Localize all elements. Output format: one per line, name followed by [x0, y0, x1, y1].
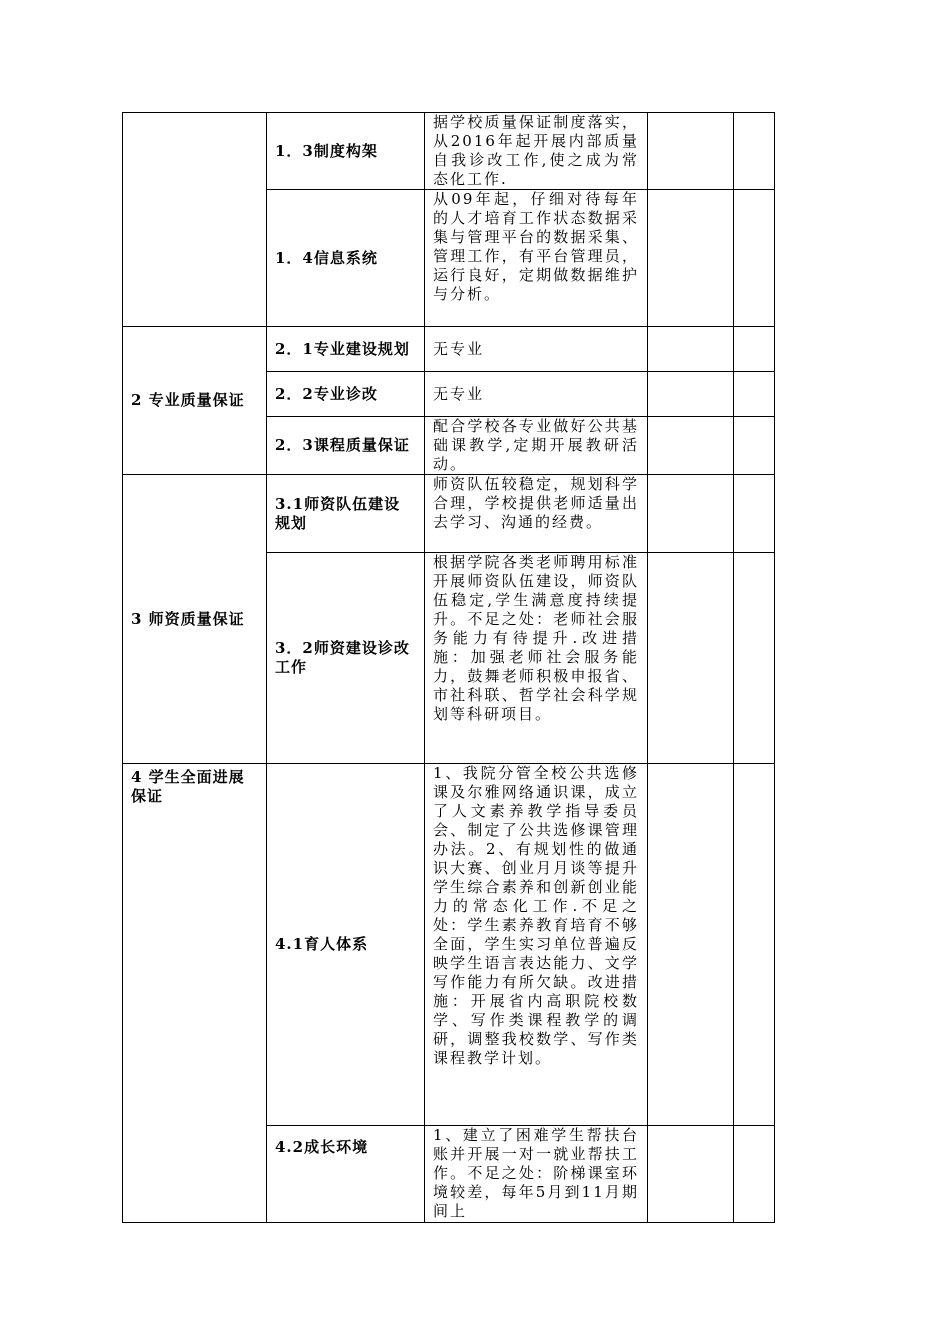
- blank-cell: [734, 764, 775, 1126]
- blank-cell: [734, 190, 775, 327]
- blank-cell: [648, 475, 734, 553]
- table-row: [123, 764, 775, 1126]
- category-cell: [123, 113, 267, 327]
- quality-assurance-table: [122, 112, 775, 1223]
- sub-item-cell: 2．1专业建设规划: [267, 327, 425, 372]
- blank-cell: [648, 113, 734, 190]
- blank-cell: [734, 475, 775, 553]
- table-row: [123, 475, 775, 553]
- blank-cell: [734, 417, 775, 475]
- blank-cell: [734, 553, 775, 764]
- blank-cell: [648, 327, 734, 372]
- sub-item-cell: 4.2成长环境: [267, 1126, 425, 1223]
- blank-cell: [648, 417, 734, 475]
- sub-item-cell: 1．3制度构架: [267, 113, 425, 190]
- category-cell: 4 学生全面进展保证: [123, 764, 267, 1223]
- description-cell: 据学校质量保证制度落实，从2016年起开展内部质量自我诊改工作,使之成为常态化工作.: [425, 113, 648, 190]
- blank-cell: [648, 764, 734, 1126]
- category-cell: 3 师资质量保证: [123, 475, 267, 764]
- description-cell: 无专业: [425, 372, 648, 417]
- sub-item-cell: 1．4信息系统: [267, 190, 425, 327]
- blank-cell: [648, 190, 734, 327]
- sub-item-cell: 3.1师资队伍建设规划: [267, 475, 425, 553]
- table-row: [123, 327, 775, 372]
- blank-cell: [734, 113, 775, 190]
- sub-item-cell: 4.1育人体系: [267, 764, 425, 1126]
- description-cell: 根据学院各类老师聘用标准开展师资队伍建设，师资队伍稳定,学生满意度持续提升。不足之处：老师社会服务能力有待提升.改进措施：加强老师社会服务能力，鼓舞老师积极申报省、市社科联、哲学社会科学规划等科研项目。: [425, 553, 648, 764]
- sub-item-cell: 2．2专业诊改: [267, 372, 425, 417]
- blank-cell: [648, 1126, 734, 1223]
- table-row: [123, 113, 775, 190]
- sub-item-cell: 3．2师资建设诊改工作: [267, 553, 425, 764]
- description-cell: 从09年起，仔细对待每年的人才培育工作状态数据采集与管理平台的数据采集、管理工作，有平台管理员，运行良好，定期做数据维护与分析。: [425, 190, 648, 327]
- description-cell: 配合学校各专业做好公共基础课教学,定期开展教研活动。: [425, 417, 648, 475]
- description-cell: 1、我院分管全校公共选修课及尔雅网络通识课，成立了人文素养教学指导委员会、制定了公共选修课管理办法。2、有规划性的做通识大赛、创业月月谈等提升学生综合素养和创新创业能力的常态化工作.不足之处：学生素养教育培育不够全面，学生实习单位普遍反映学生语言表达能力、文学写作能力有所欠缺。改进措施：开展省内高职院校数学、写作类课程教学的调研，调整我校数学、写作类课程教学计划。: [425, 764, 648, 1126]
- blank-cell: [734, 327, 775, 372]
- description-cell: 1、建立了困难学生帮扶台账并开展一对一就业帮扶工作。不足之处：阶梯课室环境较差，每年5月到11月期间上: [425, 1126, 648, 1223]
- description-cell: 师资队伍较稳定，规划科学合理，学校提供老师适量出去学习、沟通的经费。: [425, 475, 648, 553]
- category-cell: 2 专业质量保证: [123, 327, 267, 475]
- sub-item-cell: 2．3课程质量保证: [267, 417, 425, 475]
- blank-cell: [648, 553, 734, 764]
- blank-cell: [734, 1126, 775, 1223]
- description-cell: 无专业: [425, 327, 648, 372]
- blank-cell: [734, 372, 775, 417]
- blank-cell: [648, 372, 734, 417]
